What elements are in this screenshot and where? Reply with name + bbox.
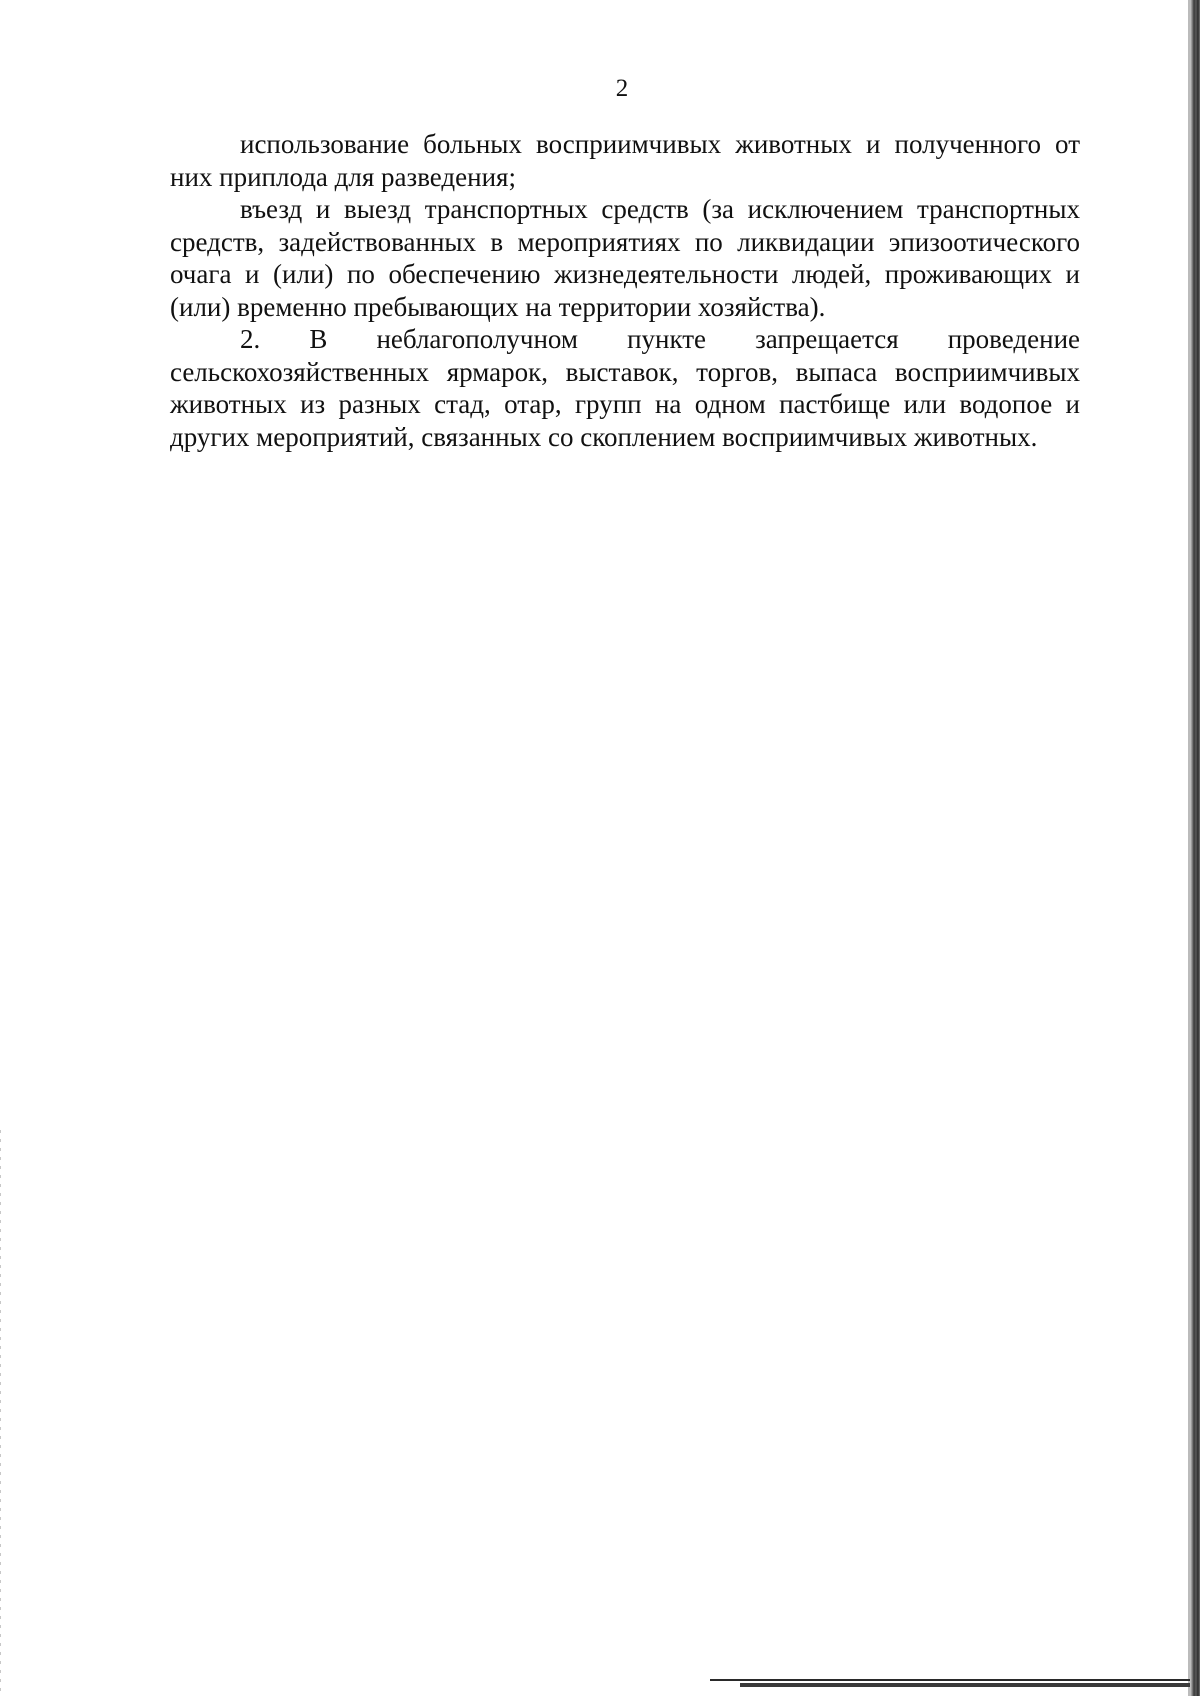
- scan-bottom-line: [710, 1679, 1190, 1681]
- scan-edge: [1190, 0, 1200, 1696]
- paragraph-point-2: 2. В неблагополучном пункте запрещается проведение сельскохозяйственных ярмарок, выставок, торгов, выпаса восприимчивых животных из разных стад, отар, групп на одном пастбище или водопое и других мероприятий, связанных со скоплением восприимчивых животных.: [170, 324, 1080, 452]
- scan-left-speckle: [0, 1130, 1, 1696]
- document-body: [170, 128, 1080, 453]
- scan-bottom-band: [740, 1683, 1190, 1687]
- paragraph-breeding-ban: использование больных восприимчивых животных и полученного от них приплода для разведения;: [170, 129, 1080, 192]
- page-number: 2: [615, 75, 629, 102]
- paragraph-vehicle-entry: въезд и выезд транспортных средств (за исключением транспортных средств, задействованных в мероприятиях по ликвидации эпизоотического очага и (или) по обеспечению жизнедеятельности людей, проживающих и (или) временно пребывающих на территории хозяйства).: [170, 194, 1080, 322]
